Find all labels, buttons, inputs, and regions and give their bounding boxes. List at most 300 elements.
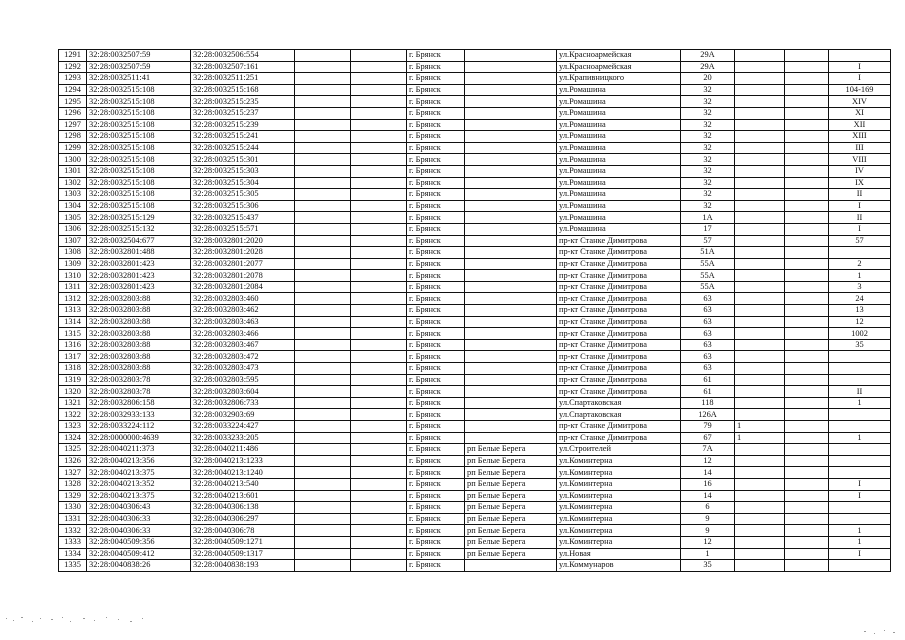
building-cell: 1 bbox=[735, 421, 785, 433]
parcel-cadastral-cell: 32:28:0040838:26 bbox=[87, 560, 191, 572]
blank-cell bbox=[785, 131, 829, 143]
blank-cell bbox=[785, 84, 829, 96]
blank-cell bbox=[295, 73, 351, 85]
blank-cell bbox=[295, 165, 351, 177]
blank-cell bbox=[351, 490, 407, 502]
row-number-cell: 1309 bbox=[59, 258, 87, 270]
house-number-cell: 35 bbox=[681, 560, 735, 572]
apartment-cell: 3 bbox=[829, 281, 891, 293]
settlement-cell bbox=[465, 223, 557, 235]
object-cadastral-cell: 32:28:0033233:205 bbox=[191, 432, 295, 444]
object-cadastral-cell: 32:28:0032806:733 bbox=[191, 397, 295, 409]
row-number-cell: 1316 bbox=[59, 339, 87, 351]
blank-cell bbox=[785, 165, 829, 177]
street-cell: ул.Ромашина bbox=[557, 96, 681, 108]
building-cell bbox=[735, 281, 785, 293]
apartment-cell bbox=[829, 444, 891, 456]
parcel-cadastral-cell: 32:28:0032803:88 bbox=[87, 339, 191, 351]
blank-cell bbox=[351, 131, 407, 143]
parcel-cadastral-cell: 32:28:0000000:4639 bbox=[87, 432, 191, 444]
object-cadastral-cell: 32:28:0032803:466 bbox=[191, 328, 295, 340]
parcel-cadastral-cell: 32:28:0040306:33 bbox=[87, 513, 191, 525]
blank-cell bbox=[351, 154, 407, 166]
settlement-cell: рп Белые Берега bbox=[465, 525, 557, 537]
object-cadastral-cell: 32:28:0032515:304 bbox=[191, 177, 295, 189]
object-cadastral-cell: 32:28:0040211:486 bbox=[191, 444, 295, 456]
blank-cell bbox=[295, 50, 351, 62]
table-row bbox=[59, 316, 891, 328]
apartment-cell: I bbox=[829, 490, 891, 502]
row-number-cell: 1310 bbox=[59, 270, 87, 282]
blank-cell bbox=[351, 258, 407, 270]
settlement-cell bbox=[465, 421, 557, 433]
house-number-cell: 32 bbox=[681, 200, 735, 212]
parcel-cadastral-cell: 32:28:0032803:88 bbox=[87, 351, 191, 363]
blank-cell bbox=[295, 200, 351, 212]
building-cell bbox=[735, 467, 785, 479]
street-cell: пр-кт Станке Димитрова bbox=[557, 270, 681, 282]
row-number-cell: 1293 bbox=[59, 73, 87, 85]
apartment-cell: I bbox=[829, 478, 891, 490]
row-number-cell: 1333 bbox=[59, 536, 87, 548]
row-number-cell: 1312 bbox=[59, 293, 87, 305]
city-cell: г. Брянск bbox=[407, 177, 465, 189]
row-number-cell: 1311 bbox=[59, 281, 87, 293]
apartment-cell: II bbox=[829, 189, 891, 201]
street-cell: пр-кт Станке Димитрова bbox=[557, 363, 681, 375]
blank-cell bbox=[785, 455, 829, 467]
blank-cell bbox=[351, 165, 407, 177]
house-number-cell: 126А bbox=[681, 409, 735, 421]
building-cell bbox=[735, 525, 785, 537]
object-cadastral-cell: 32:28:0040213:1233 bbox=[191, 455, 295, 467]
apartment-cell bbox=[829, 409, 891, 421]
blank-cell bbox=[295, 258, 351, 270]
blank-cell bbox=[351, 444, 407, 456]
house-number-cell: 63 bbox=[681, 351, 735, 363]
apartment-cell: II bbox=[829, 212, 891, 224]
row-number-cell: 1313 bbox=[59, 305, 87, 317]
blank-cell bbox=[351, 270, 407, 282]
blank-cell bbox=[785, 50, 829, 62]
settlement-cell bbox=[465, 212, 557, 224]
object-cadastral-cell: 32:28:0040213:1240 bbox=[191, 467, 295, 479]
scan-artifact bbox=[860, 628, 900, 636]
building-cell bbox=[735, 107, 785, 119]
blank-cell bbox=[351, 142, 407, 154]
house-number-cell: 63 bbox=[681, 293, 735, 305]
house-number-cell: 63 bbox=[681, 328, 735, 340]
blank-cell bbox=[785, 478, 829, 490]
row-number-cell: 1319 bbox=[59, 374, 87, 386]
house-number-cell: 6 bbox=[681, 502, 735, 514]
blank-cell bbox=[295, 305, 351, 317]
object-cadastral-cell: 32:28:0040509:1317 bbox=[191, 548, 295, 560]
settlement-cell bbox=[465, 200, 557, 212]
building-cell bbox=[735, 536, 785, 548]
street-cell: пр-кт Станке Димитрова bbox=[557, 432, 681, 444]
blank-cell bbox=[785, 397, 829, 409]
street-cell: ул.Коминтерна bbox=[557, 490, 681, 502]
street-cell: пр-кт Станке Димитрова bbox=[557, 328, 681, 340]
house-number-cell: 32 bbox=[681, 154, 735, 166]
table-row bbox=[59, 502, 891, 514]
house-number-cell: 17 bbox=[681, 223, 735, 235]
settlement-cell bbox=[465, 165, 557, 177]
blank-cell bbox=[785, 328, 829, 340]
blank-cell bbox=[351, 84, 407, 96]
building-cell bbox=[735, 316, 785, 328]
table-row bbox=[59, 328, 891, 340]
building-cell bbox=[735, 200, 785, 212]
street-cell: ул.Ромашина bbox=[557, 107, 681, 119]
city-cell: г. Брянск bbox=[407, 61, 465, 73]
parcel-cadastral-cell: 32:28:0032803:88 bbox=[87, 328, 191, 340]
blank-cell bbox=[785, 270, 829, 282]
row-number-cell: 1326 bbox=[59, 455, 87, 467]
apartment-cell: III bbox=[829, 142, 891, 154]
row-number-cell: 1329 bbox=[59, 490, 87, 502]
building-cell bbox=[735, 258, 785, 270]
object-cadastral-cell: 32:28:0032803:604 bbox=[191, 386, 295, 398]
city-cell: г. Брянск bbox=[407, 444, 465, 456]
building-cell bbox=[735, 84, 785, 96]
blank-cell bbox=[785, 374, 829, 386]
table-row bbox=[59, 339, 891, 351]
row-number-cell: 1292 bbox=[59, 61, 87, 73]
city-cell: г. Брянск bbox=[407, 316, 465, 328]
city-cell: г. Брянск bbox=[407, 84, 465, 96]
object-cadastral-cell: 32:28:0032801:2078 bbox=[191, 270, 295, 282]
building-cell bbox=[735, 490, 785, 502]
table-row bbox=[59, 177, 891, 189]
settlement-cell bbox=[465, 328, 557, 340]
parcel-cadastral-cell: 32:28:0032515:108 bbox=[87, 189, 191, 201]
city-cell: г. Брянск bbox=[407, 490, 465, 502]
apartment-cell bbox=[829, 421, 891, 433]
city-cell: г. Брянск bbox=[407, 548, 465, 560]
house-number-cell: 16 bbox=[681, 478, 735, 490]
blank-cell bbox=[785, 154, 829, 166]
blank-cell bbox=[295, 131, 351, 143]
settlement-cell bbox=[465, 50, 557, 62]
blank-cell bbox=[351, 96, 407, 108]
building-cell bbox=[735, 189, 785, 201]
building-cell bbox=[735, 548, 785, 560]
blank-cell bbox=[295, 432, 351, 444]
house-number-cell: 118 bbox=[681, 397, 735, 409]
parcel-cadastral-cell: 32:28:0040213:356 bbox=[87, 455, 191, 467]
object-cadastral-cell: 32:28:0032801:2084 bbox=[191, 281, 295, 293]
house-number-cell: 29А bbox=[681, 50, 735, 62]
object-cadastral-cell: 32:28:0040213:601 bbox=[191, 490, 295, 502]
house-number-cell: 1 bbox=[681, 548, 735, 560]
parcel-cadastral-cell: 32:28:0032515:108 bbox=[87, 96, 191, 108]
row-number-cell: 1298 bbox=[59, 131, 87, 143]
row-number-cell: 1308 bbox=[59, 247, 87, 259]
blank-cell bbox=[351, 351, 407, 363]
city-cell: г. Брянск bbox=[407, 270, 465, 282]
parcel-cadastral-cell: 32:28:0032507:59 bbox=[87, 61, 191, 73]
city-cell: г. Брянск bbox=[407, 560, 465, 572]
city-cell: г. Брянск bbox=[407, 258, 465, 270]
settlement-cell: рп Белые Берега bbox=[465, 455, 557, 467]
object-cadastral-cell: 32:28:0032515:244 bbox=[191, 142, 295, 154]
parcel-cadastral-cell: 32:28:0040306:33 bbox=[87, 525, 191, 537]
street-cell: пр-кт Станке Димитрова bbox=[557, 305, 681, 317]
settlement-cell bbox=[465, 61, 557, 73]
street-cell: пр-кт Станке Димитрова bbox=[557, 386, 681, 398]
table-row bbox=[59, 258, 891, 270]
row-number-cell: 1328 bbox=[59, 478, 87, 490]
object-cadastral-cell: 32:28:0032515:235 bbox=[191, 96, 295, 108]
settlement-cell bbox=[465, 374, 557, 386]
apartment-cell bbox=[829, 50, 891, 62]
parcel-cadastral-cell: 32:28:0040213:352 bbox=[87, 478, 191, 490]
table-row bbox=[59, 165, 891, 177]
row-number-cell: 1322 bbox=[59, 409, 87, 421]
table-row bbox=[59, 351, 891, 363]
apartment-cell: VIII bbox=[829, 154, 891, 166]
blank-cell bbox=[351, 513, 407, 525]
blank-cell bbox=[785, 536, 829, 548]
row-number-cell: 1305 bbox=[59, 212, 87, 224]
house-number-cell: 12 bbox=[681, 536, 735, 548]
building-cell bbox=[735, 293, 785, 305]
house-number-cell: 63 bbox=[681, 316, 735, 328]
settlement-cell: рп Белые Берега bbox=[465, 502, 557, 514]
table-row bbox=[59, 548, 891, 560]
street-cell: ул.Ромашина bbox=[557, 119, 681, 131]
blank-cell bbox=[785, 444, 829, 456]
object-cadastral-cell: 32:28:0032515:168 bbox=[191, 84, 295, 96]
table-row bbox=[59, 107, 891, 119]
city-cell: г. Брянск bbox=[407, 107, 465, 119]
house-number-cell: 20 bbox=[681, 73, 735, 85]
blank-cell bbox=[351, 200, 407, 212]
blank-cell bbox=[351, 50, 407, 62]
row-number-cell: 1294 bbox=[59, 84, 87, 96]
building-cell bbox=[735, 119, 785, 131]
object-cadastral-cell: 32:28:0040213:540 bbox=[191, 478, 295, 490]
row-number-cell: 1323 bbox=[59, 421, 87, 433]
blank-cell bbox=[295, 478, 351, 490]
blank-cell bbox=[785, 490, 829, 502]
parcel-cadastral-cell: 32:28:0032515:108 bbox=[87, 107, 191, 119]
blank-cell bbox=[785, 247, 829, 259]
scan-artifact bbox=[4, 612, 154, 626]
city-cell: г. Брянск bbox=[407, 235, 465, 247]
table-row bbox=[59, 513, 891, 525]
house-number-cell: 32 bbox=[681, 142, 735, 154]
row-number-cell: 1317 bbox=[59, 351, 87, 363]
table-row bbox=[59, 536, 891, 548]
blank-cell bbox=[351, 107, 407, 119]
object-cadastral-cell: 32:28:0032515:301 bbox=[191, 154, 295, 166]
city-cell: г. Брянск bbox=[407, 281, 465, 293]
settlement-cell bbox=[465, 96, 557, 108]
apartment-cell: 1 bbox=[829, 397, 891, 409]
street-cell: ул.Спартаковская bbox=[557, 409, 681, 421]
blank-cell bbox=[351, 455, 407, 467]
blank-cell bbox=[295, 339, 351, 351]
parcel-cadastral-cell: 32:28:0032803:78 bbox=[87, 374, 191, 386]
street-cell: ул.Спартаковская bbox=[557, 397, 681, 409]
blank-cell bbox=[785, 119, 829, 131]
apartment-cell bbox=[829, 467, 891, 479]
settlement-cell: рп Белые Берега bbox=[465, 548, 557, 560]
building-cell bbox=[735, 131, 785, 143]
blank-cell bbox=[351, 467, 407, 479]
blank-cell bbox=[351, 548, 407, 560]
apartment-cell: I bbox=[829, 73, 891, 85]
object-cadastral-cell: 32:28:0040509:1271 bbox=[191, 536, 295, 548]
building-cell bbox=[735, 177, 785, 189]
blank-cell bbox=[785, 502, 829, 514]
row-number-cell: 1334 bbox=[59, 548, 87, 560]
apartment-cell: 1002 bbox=[829, 328, 891, 340]
apartment-cell: II bbox=[829, 386, 891, 398]
table-row bbox=[59, 235, 891, 247]
table-row bbox=[59, 281, 891, 293]
table-row bbox=[59, 525, 891, 537]
table-row bbox=[59, 61, 891, 73]
house-number-cell: 32 bbox=[681, 165, 735, 177]
blank-cell bbox=[351, 61, 407, 73]
blank-cell bbox=[295, 84, 351, 96]
blank-cell bbox=[295, 119, 351, 131]
blank-cell bbox=[295, 328, 351, 340]
row-number-cell: 1314 bbox=[59, 316, 87, 328]
house-number-cell: 55А bbox=[681, 270, 735, 282]
blank-cell bbox=[785, 339, 829, 351]
apartment-cell: I bbox=[829, 200, 891, 212]
house-number-cell: 14 bbox=[681, 490, 735, 502]
blank-cell bbox=[295, 247, 351, 259]
object-cadastral-cell: 32:28:0032507:161 bbox=[191, 61, 295, 73]
settlement-cell bbox=[465, 339, 557, 351]
parcel-cadastral-cell: 32:28:0032803:88 bbox=[87, 363, 191, 375]
street-cell: пр-кт Станке Димитрова bbox=[557, 258, 681, 270]
parcel-cadastral-cell: 32:28:0032806:158 bbox=[87, 397, 191, 409]
parcel-cadastral-cell: 32:28:0032515:108 bbox=[87, 165, 191, 177]
blank-cell bbox=[295, 455, 351, 467]
blank-cell bbox=[785, 548, 829, 560]
table-row bbox=[59, 293, 891, 305]
apartment-cell: XII bbox=[829, 119, 891, 131]
blank-cell bbox=[295, 281, 351, 293]
building-cell bbox=[735, 444, 785, 456]
city-cell: г. Брянск bbox=[407, 247, 465, 259]
table-row bbox=[59, 131, 891, 143]
blank-cell bbox=[785, 525, 829, 537]
blank-cell bbox=[785, 293, 829, 305]
blank-cell bbox=[785, 189, 829, 201]
blank-cell bbox=[351, 223, 407, 235]
blank-cell bbox=[295, 536, 351, 548]
city-cell: г. Брянск bbox=[407, 397, 465, 409]
object-cadastral-cell: 32:28:0032903:69 bbox=[191, 409, 295, 421]
row-number-cell: 1306 bbox=[59, 223, 87, 235]
house-number-cell: 51А bbox=[681, 247, 735, 259]
city-cell: г. Брянск bbox=[407, 525, 465, 537]
city-cell: г. Брянск bbox=[407, 50, 465, 62]
house-number-cell: 55А bbox=[681, 281, 735, 293]
table-row bbox=[59, 478, 891, 490]
parcel-cadastral-cell: 32:28:0032515:108 bbox=[87, 154, 191, 166]
city-cell: г. Брянск bbox=[407, 421, 465, 433]
street-cell: ул.Коммунаров bbox=[557, 560, 681, 572]
table-row bbox=[59, 84, 891, 96]
table-row bbox=[59, 200, 891, 212]
street-cell: ул.Коминтерна bbox=[557, 513, 681, 525]
street-cell: ул.Коминтерна bbox=[557, 502, 681, 514]
street-cell: пр-кт Станке Димитрова bbox=[557, 293, 681, 305]
building-cell bbox=[735, 50, 785, 62]
building-cell bbox=[735, 339, 785, 351]
city-cell: г. Брянск bbox=[407, 142, 465, 154]
blank-cell bbox=[351, 502, 407, 514]
row-number-cell: 1296 bbox=[59, 107, 87, 119]
blank-cell bbox=[295, 548, 351, 560]
blank-cell bbox=[295, 490, 351, 502]
street-cell: ул.Ромашина bbox=[557, 212, 681, 224]
apartment-cell: IX bbox=[829, 177, 891, 189]
city-cell: г. Брянск bbox=[407, 351, 465, 363]
table-row bbox=[59, 73, 891, 85]
blank-cell bbox=[295, 444, 351, 456]
house-number-cell: 32 bbox=[681, 96, 735, 108]
building-cell bbox=[735, 351, 785, 363]
register-table bbox=[58, 49, 891, 572]
apartment-cell: 12 bbox=[829, 316, 891, 328]
blank-cell bbox=[351, 432, 407, 444]
street-cell: ул.Коминтерна bbox=[557, 525, 681, 537]
apartment-cell: 1 bbox=[829, 270, 891, 282]
row-number-cell: 1300 bbox=[59, 154, 87, 166]
blank-cell bbox=[351, 525, 407, 537]
settlement-cell bbox=[465, 560, 557, 572]
street-cell: пр-кт Станке Димитрова bbox=[557, 235, 681, 247]
object-cadastral-cell: 32:28:0032803:472 bbox=[191, 351, 295, 363]
blank-cell bbox=[351, 421, 407, 433]
street-cell: ул.Красноармейская bbox=[557, 50, 681, 62]
settlement-cell bbox=[465, 293, 557, 305]
blank-cell bbox=[351, 409, 407, 421]
house-number-cell: 1А bbox=[681, 212, 735, 224]
blank-cell bbox=[351, 119, 407, 131]
object-cadastral-cell: 32:28:0032515:239 bbox=[191, 119, 295, 131]
house-number-cell: 32 bbox=[681, 131, 735, 143]
settlement-cell: рп Белые Берега bbox=[465, 478, 557, 490]
settlement-cell bbox=[465, 154, 557, 166]
table-row bbox=[59, 50, 891, 62]
street-cell: ул.Ромашина bbox=[557, 189, 681, 201]
blank-cell bbox=[351, 328, 407, 340]
settlement-cell bbox=[465, 305, 557, 317]
blank-cell bbox=[351, 189, 407, 201]
blank-cell bbox=[785, 513, 829, 525]
house-number-cell: 61 bbox=[681, 386, 735, 398]
blank-cell bbox=[785, 421, 829, 433]
object-cadastral-cell: 32:28:0032803:463 bbox=[191, 316, 295, 328]
blank-cell bbox=[295, 107, 351, 119]
city-cell: г. Брянск bbox=[407, 513, 465, 525]
city-cell: г. Брянск bbox=[407, 293, 465, 305]
object-cadastral-cell: 32:28:0032515:237 bbox=[191, 107, 295, 119]
apartment-cell: I bbox=[829, 223, 891, 235]
settlement-cell bbox=[465, 258, 557, 270]
